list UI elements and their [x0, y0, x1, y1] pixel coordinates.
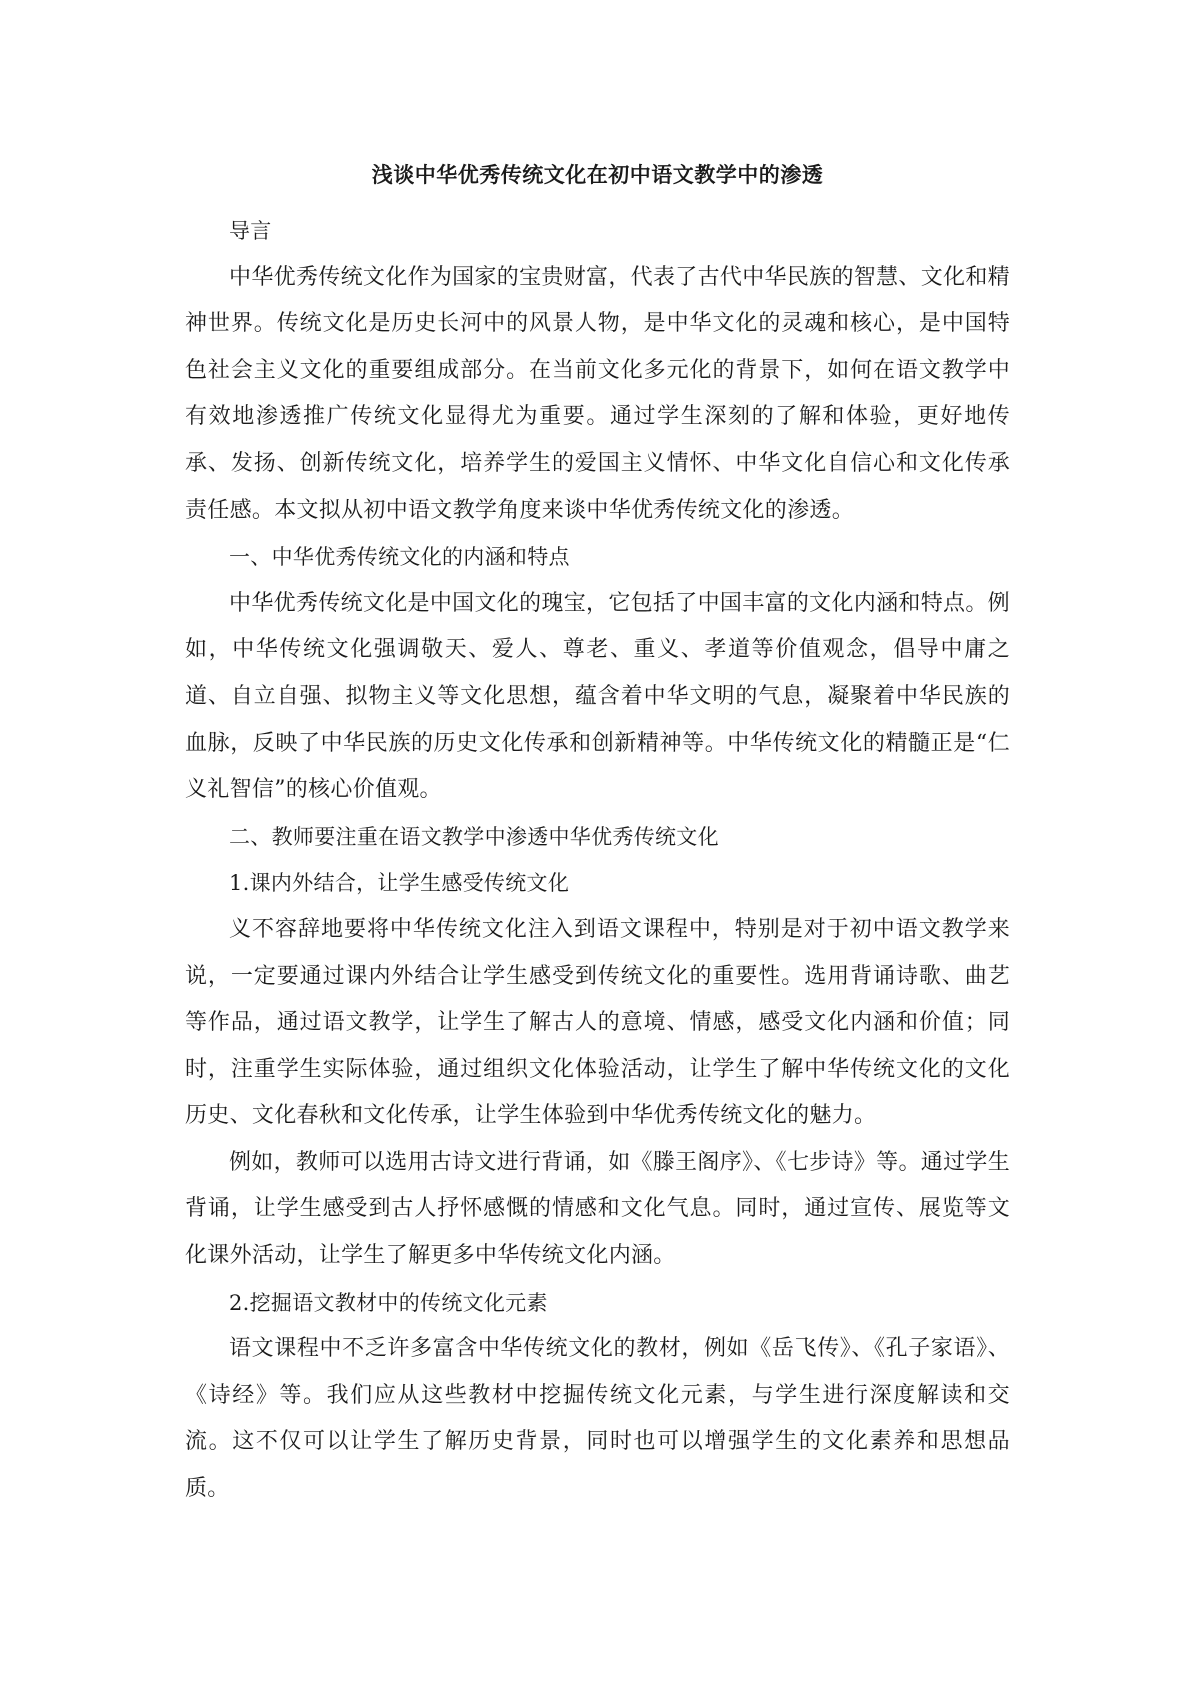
document-title: 浅谈中华优秀传统文化在初中语文教学中的渗透 [371, 162, 824, 187]
subsection-heading-2-2: 2.挖掘语文教材中的传统文化元素 [229, 1290, 548, 1315]
paragraph-intro: 中华优秀传统文化作为国家的宝贵财富，代表了古代中华民族的智慧、文化和精神世界。传统文化是历史长河中的风景人物，是中华文化的灵魂和核心，是中国特色社会主义文化的重要组成部分。在当前文化多元化的背景下，如何在语文教学中有效地渗透推广传统文化显得尤为重要。通过学生深刻的了解和体验，更好地传承、发扬、创新传统文化，培养学生的爱国主义情怀、中华文化自信心和文化传承责任感。本文拟从初中语文教学角度来谈中华优秀传统文化的渗透。 [185, 264, 1010, 523]
paragraph-combine-in-out: 义不容辞地要将中华传统文化注入到语文课程中，特别是对于初中语文教学来说，一定要通过课内外结合让学生感受到传统文化的重要性。选用背诵诗歌、曲艺等作品，通过语文教学，让学生了解古人的意境、情感，感受文化内涵和价值；同时，注重学生实际体验，通过组织文化体验活动，让学生了解中华传统文化的文化历史、文化春秋和文化传承，让学生体验到中华优秀传统文化的魅力。 [185, 916, 1010, 1129]
paragraph-connotation: 中华优秀传统文化是中国文化的瑰宝，它包括了中国丰富的文化内涵和特点。例如，中华传统文化强调敬天、爱人、尊老、重义、孝道等价值观念，倡导中庸之道、自立自强、拟物主义等文化思想，蕴含着中华文明的气息，凝聚着中华民族的血脉，反映了中华民族的历史文化传承和创新精神等。中华传统文化的精髓正是“仁义礼智信”的核心价值观。 [185, 590, 1010, 803]
section-heading-intro: 导言 [229, 219, 272, 243]
section-heading-1: 一、中华优秀传统文化的内涵和特点 [229, 545, 570, 570]
section-heading-2: 二、教师要注重在语文教学中渗透中华优秀传统文化 [229, 824, 719, 849]
paragraph-textbook-elements: 语文课程中不乏许多富含中华传统文化的教材，例如《岳飞传》、《孔子家语》、《诗经》等。我们应从这些教材中挖掘传统文化元素，与学生进行深度解读和交流。这不仅可以让学生了解历史背景，同时也可以增强学生的文化素养和思想品质。 [185, 1336, 1010, 1502]
document-page [185, 160, 1010, 1513]
paragraph-example-recite: 例如，教师可以选用古诗文进行背诵，如《滕王阁序》、《七步诗》等。通过学生背诵，让学生感受到古人抒怀感慨的情感和文化气息。同时，通过宣传、展览等文化课外活动，让学生了解更多中华传统文化内涵。 [185, 1149, 1010, 1269]
subsection-heading-2-1: 1.课内外结合，让学生感受传统文化 [229, 871, 570, 896]
